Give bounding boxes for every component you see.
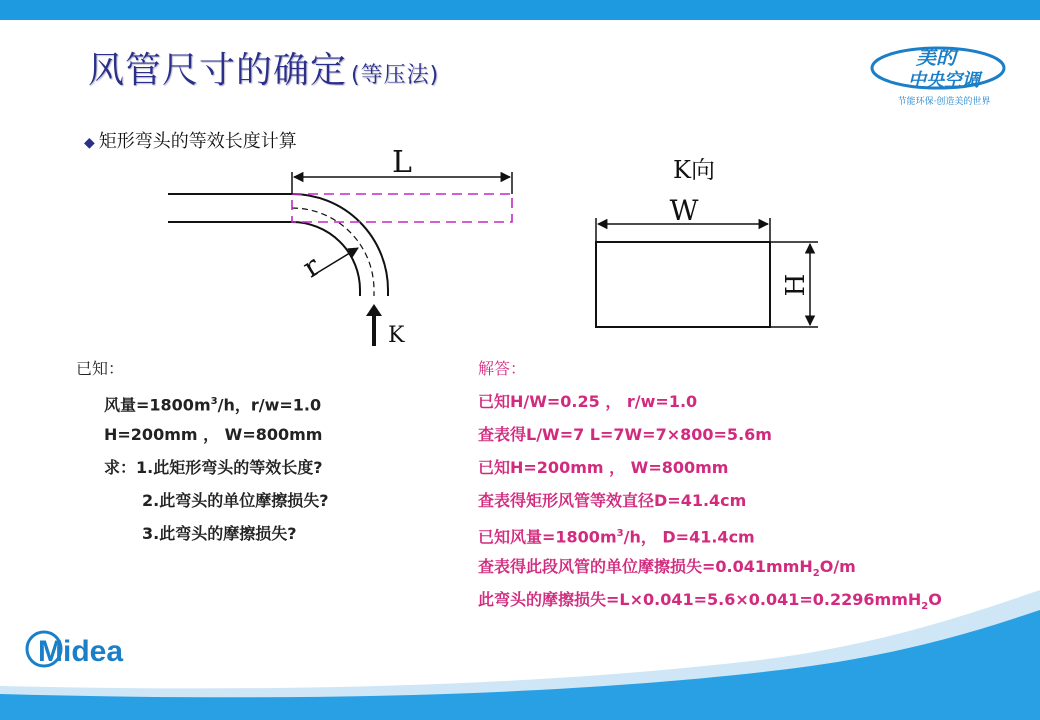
solution-line-2: 查表得L/W=7 L=7W=7×800=5.6m: [478, 425, 772, 444]
solution-block: [478, 352, 942, 616]
diamond-bullet-icon: ◆: [84, 135, 95, 151]
brand-line2: 中央空调: [908, 70, 980, 91]
solution-line-3: 已知H=200mm ， W=800mm: [478, 458, 729, 477]
duct-cross-section: [596, 242, 770, 327]
midea-footer-logo: [24, 624, 154, 674]
solution-line-4: 查表得矩形风管等效直径D=41.4cm: [478, 491, 747, 510]
given-dimensions: H=200mm ， W=800mm: [104, 425, 323, 444]
given-heading: 已知：: [76, 359, 125, 378]
duct-inner-wall: [168, 222, 360, 296]
k-arrow-head-icon: [366, 304, 382, 316]
label-L: L: [392, 145, 412, 180]
brand-line1: 美的: [916, 45, 956, 69]
section-heading: ◆ 矩形弯头的等效长度计算: [84, 131, 297, 152]
question-3: 3.此弯头的摩擦损失?: [142, 524, 297, 543]
solution-line-5: 已知风量$=1800m^3/h$， D=41.4cm: [478, 527, 755, 547]
label-r: r: [296, 249, 326, 285]
question-1: 求：1.此矩形弯头的等效长度?: [104, 458, 323, 477]
question-2: 2.此弯头的单位摩擦损失?: [142, 491, 329, 510]
given-airflow: 风量$=1800m^3/h$，r/w=1.0: [104, 395, 322, 415]
given-conditions: [76, 352, 329, 550]
midea-wordmark: Midea: [38, 635, 124, 668]
duct-outer-wall: [168, 194, 388, 296]
solution-line-1: 已知H/W=0.25 ， r/w=1.0: [478, 392, 698, 411]
solution-heading: 解答：: [478, 359, 527, 378]
solution-line-7: 此弯头的摩擦损失=L×0.041=5.6×0.041=0.2296mmH$_2$O: [478, 590, 942, 613]
label-K: K: [388, 323, 405, 348]
page-subtitle: (等压法): [351, 63, 440, 88]
brand-slogan: 节能环保·创造美的世界: [897, 97, 991, 107]
solution-line-6: 查表得此段风管的单位摩擦损失=0.041mmH$_2$O/m: [478, 557, 856, 580]
label-W: W: [669, 194, 699, 227]
label-K-direction: K向: [673, 156, 715, 184]
equivalent-length-outline: [292, 194, 512, 222]
page-title: 风管尺寸的确定 (等压法): [88, 50, 440, 91]
label-H: H: [781, 273, 811, 297]
